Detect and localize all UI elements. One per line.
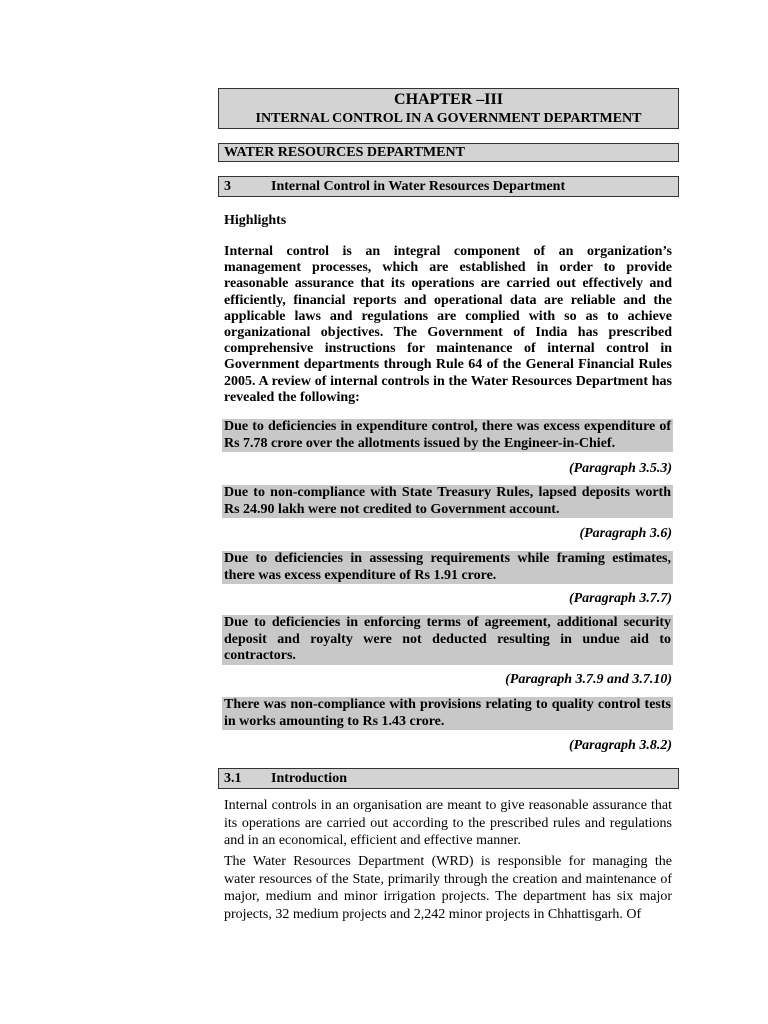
- body-paragraph: Internal controls in an organisation are meant to give reasonable assurance that its operations are carried out according to the prescribed rules and regulations and in an economical, efficient and effective manner.: [224, 798, 672, 848]
- highlight-item: There was non-compliance with provisions relating to quality control tests in works amounting to Rs 1.43 crore.: [224, 697, 671, 729]
- section-title: Internal Control in Water Resources Department: [271, 179, 566, 194]
- highlight-item: Due to deficiencies in enforcing terms of agreement, additional security deposit and royalty were not deducted resulting in undue aid to contractors.: [224, 615, 671, 663]
- paragraph-reference: (Paragraph 3.6): [579, 526, 672, 541]
- section-number: 3: [224, 179, 231, 194]
- introduction-number: 3.1: [224, 771, 242, 786]
- body-paragraph: The Water Resources Department (WRD) is responsible for managing the water resources of the State, primarily through the creation and maintenance of major, medium and minor irrigation projects. The department has six major projects, 32 medium projects and 2,242 minor projects in Chhattisgarh. Of: [224, 854, 672, 922]
- highlight-item: Due to non-compliance with State Treasury Rules, lapsed deposits worth Rs 24.90 lakh were not credited to Government account.: [224, 485, 671, 517]
- introduction-heading: [218, 768, 679, 789]
- introduction-title: Introduction: [271, 771, 347, 786]
- highlight-item: Due to deficiencies in assessing requirements while framing estimates, there was excess expenditure of Rs 1.91 crore.: [224, 551, 671, 583]
- chapter-title: INTERNAL CONTROL IN A GOVERNMENT DEPARTMENT: [255, 111, 642, 126]
- paragraph-reference: (Paragraph 3.8.2): [568, 738, 672, 753]
- department-heading: WATER RESOURCES DEPARTMENT: [218, 143, 679, 162]
- highlights-intro: Internal control is an integral component of an organization’s management processes, which are established in order to provide reasonable assurance that its operations are carried out effectively and efficiently, financial reports and operational data are reliable and the applicable laws and regulations are complied with so as to achieve organizational objectives. The Government of India has prescribed comprehensive instructions for maintenance of internal control in Government departments through Rule 64 of the General Financial Rules 2005. A review of internal controls in the Water Resources Department has revealed the following:: [224, 244, 672, 405]
- paragraph-reference: (Paragraph 3.7.9 and 3.7.10): [505, 672, 672, 687]
- highlight-item: Due to deficiencies in expenditure control, there was excess expenditure of Rs 7.78 crore over the allotments issued by the Engineer-in-Chief.: [224, 419, 671, 451]
- chapter-number: CHAPTER –III: [394, 91, 503, 108]
- section-heading: [218, 176, 679, 197]
- chapter-header-box: [218, 88, 679, 129]
- paragraph-reference: (Paragraph 3.5.3): [568, 461, 672, 476]
- paragraph-reference: (Paragraph 3.7.7): [568, 591, 672, 606]
- highlights-heading: Highlights: [224, 213, 287, 228]
